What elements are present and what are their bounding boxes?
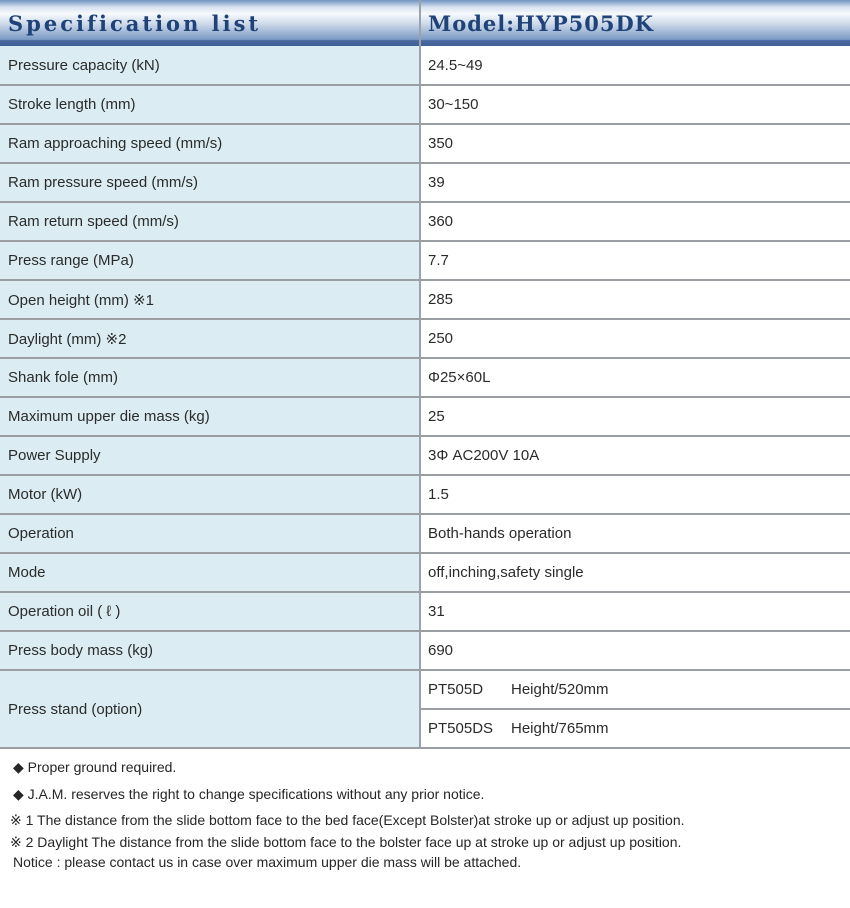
spec-value-daylight: 250 — [420, 319, 850, 358]
spec-label-press-body-mass: Press body mass (kg) — [0, 631, 420, 670]
spec-value-press-range: 7.7 — [420, 241, 850, 280]
spec-value-press-body-mass: 690 — [420, 631, 850, 670]
spec-value-mode: off,inching,safety single — [420, 553, 850, 592]
spec-value-max-upper-die-mass: 25 — [420, 397, 850, 436]
table-row — [0, 592, 850, 631]
spec-label-operation: Operation — [0, 514, 420, 553]
spec-value-ram-approaching-speed: 350 — [420, 124, 850, 163]
table-row — [0, 202, 850, 241]
note-proper-ground: ◆ Proper ground required. — [13, 759, 177, 775]
table-row — [0, 397, 850, 436]
press-stand-model-1: PT505D — [428, 681, 484, 698]
press-stand-model-2: PT505DS — [428, 720, 494, 737]
table-row — [0, 124, 850, 163]
spec-value-power-supply: 3Φ AC200V 10A — [420, 436, 850, 475]
table-row — [0, 475, 850, 514]
spec-label-operation-oil: Operation oil ( ℓ ) — [0, 592, 420, 631]
press-stand-height-1: Height/520mm — [511, 681, 609, 698]
spec-value-operation-oil: 31 — [420, 592, 850, 631]
note-open-height-definition: ※ 1 The distance from the slide bottom face to the bed face(Except Bolster)at stroke up or adjust up position. — [10, 812, 685, 828]
table-row — [0, 670, 850, 709]
spec-label-open-height: Open height (mm) ※1 — [0, 280, 420, 319]
spec-value-operation: Both-hands operation — [420, 514, 850, 553]
spec-label-ram-return-speed: Ram return speed (mm/s) — [0, 202, 420, 241]
table-row — [0, 358, 850, 397]
spec-label-press-range: Press range (MPa) — [0, 241, 420, 280]
footnotes — [0, 749, 850, 871]
note-reserve-rights: ◆ J.A.M. reserves the right to change specifications without any prior notice. — [13, 786, 485, 802]
table-row — [0, 46, 850, 85]
table-row — [0, 241, 850, 280]
spec-value-pressure-capacity: 24.5~49 — [420, 46, 850, 85]
spec-value-ram-pressure-speed: 39 — [420, 163, 850, 202]
press-stand-height-2: Height/765mm — [511, 720, 609, 737]
spec-value-press-stand-2 — [420, 709, 850, 748]
table-row — [0, 631, 850, 670]
spec-value-press-stand-1 — [420, 670, 850, 709]
spec-label-shank-fole: Shank fole (mm) — [0, 358, 420, 397]
spec-label-mode: Mode — [0, 553, 420, 592]
spec-label-daylight: Daylight (mm) ※2 — [0, 319, 420, 358]
table-row — [0, 280, 850, 319]
table-row — [0, 436, 850, 475]
table-header-row — [0, 0, 850, 46]
spec-value-shank-fole: Φ25×60L — [420, 358, 850, 397]
spec-label-power-supply: Power Supply — [0, 436, 420, 475]
spec-label-press-stand: Press stand (option) — [0, 670, 420, 748]
table-row — [0, 553, 850, 592]
table-row — [0, 514, 850, 553]
spec-label-stroke-length: Stroke length (mm) — [0, 85, 420, 124]
table-row — [0, 85, 850, 124]
spec-label-motor: Motor (kW) — [0, 475, 420, 514]
model-header: Model:HYP505DK — [420, 0, 850, 46]
table-row — [0, 319, 850, 358]
spec-label-ram-approaching-speed: Ram approaching speed (mm/s) — [0, 124, 420, 163]
spec-value-ram-return-speed: 360 — [420, 202, 850, 241]
spec-label-max-upper-die-mass: Maximum upper die mass (kg) — [0, 397, 420, 436]
spec-value-open-height: 285 — [420, 280, 850, 319]
table-row — [0, 163, 850, 202]
spec-value-stroke-length: 30~150 — [420, 85, 850, 124]
spec-list-header: Specification list — [0, 0, 420, 46]
spec-label-ram-pressure-speed: Ram pressure speed (mm/s) — [0, 163, 420, 202]
spec-label-pressure-capacity: Pressure capacity (kN) — [0, 46, 420, 85]
spec-value-motor: 1.5 — [420, 475, 850, 514]
note-contact-notice: Notice : please contact us in case over maximum upper die mass will be attached. — [13, 854, 522, 870]
note-daylight-definition: ※ 2 Daylight The distance from the slide bottom face to the bolster face up at stroke up or adjust up position. — [10, 834, 682, 850]
